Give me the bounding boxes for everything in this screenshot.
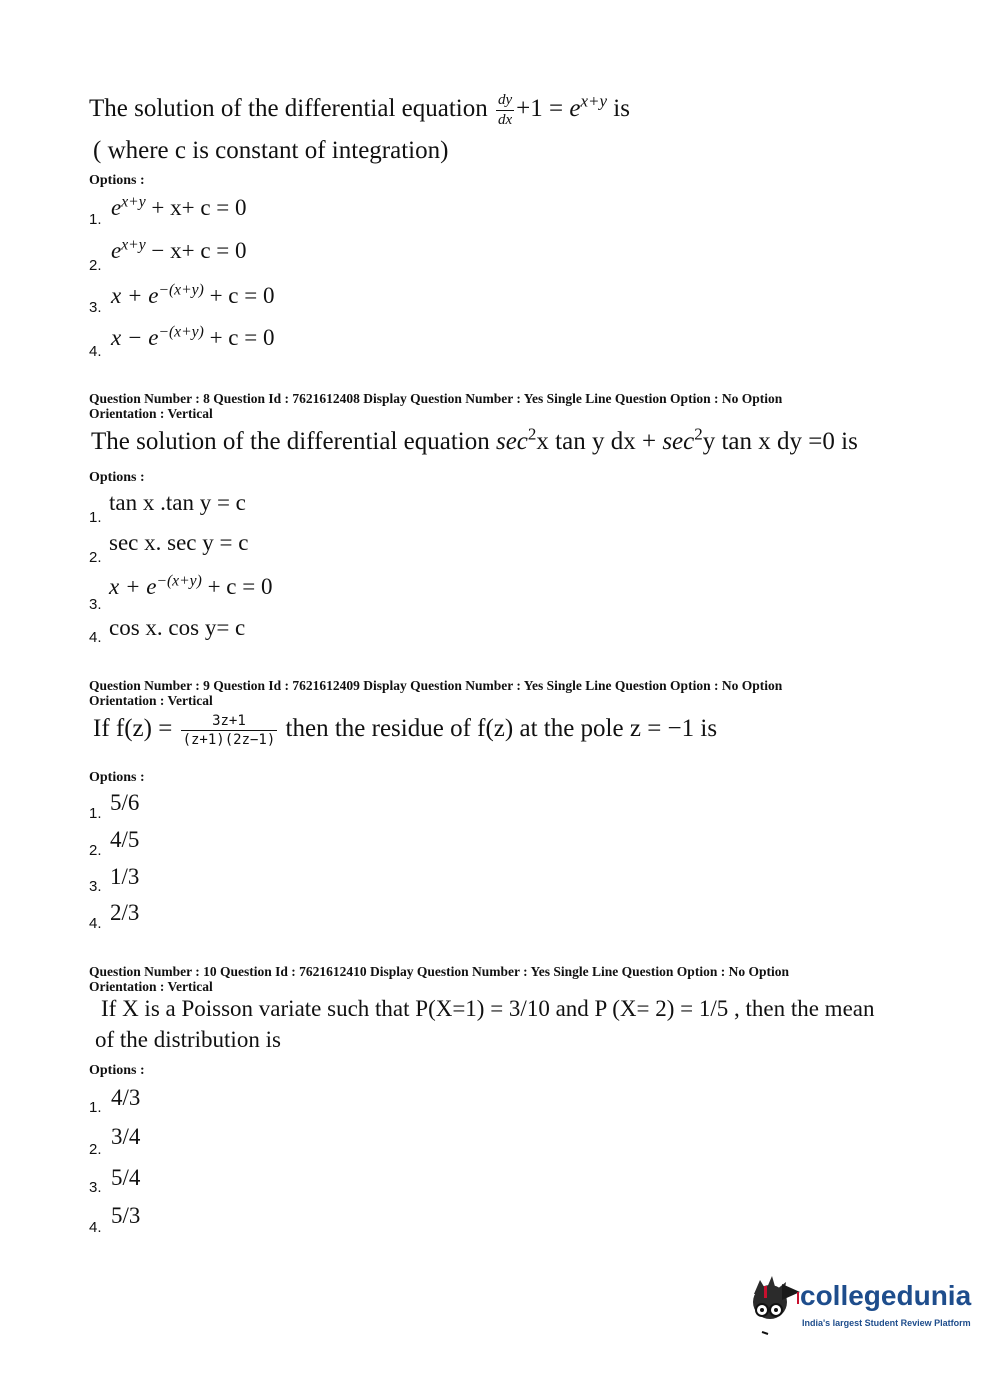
question-8-stem: The solution of the differential equation $\sec^2x$ tan y dx + $\sec^2y$ tan x dy =0 is — [91, 424, 858, 455]
option-number: 2. — [89, 549, 102, 566]
option-text: $x - e^{-(x+y)} + c = 0$ — [111, 323, 275, 350]
option-text: tan x .tan y = c — [109, 490, 246, 515]
logo-tagline: India's largest Student Review Platform — [802, 1318, 971, 1328]
question-meta-line1: Question Number : 10 Question Id : 7621612410 Display Question Number : Yes Single Line Question Option : No Option — [89, 964, 789, 979]
option-text: cos x. cos y= c — [109, 615, 246, 640]
question-9-stem-post: then the residue of f(z) at the pole z = −1 is — [285, 715, 718, 743]
option-text: 4/3 — [111, 1085, 141, 1110]
question-10-stem-line2: of the distribution is — [95, 1027, 281, 1052]
options-label: Options : — [89, 173, 145, 188]
question-meta-line1: Question Number : 8 Question Id : 7621612408 Display Question Number : Yes Single Line Question Option : No Option — [89, 391, 783, 406]
option-text: 4/5 — [110, 827, 140, 852]
question-meta — [89, 964, 789, 994]
option-number: 1. — [89, 1099, 102, 1116]
option-text: $x + e^{-(x+y)} + c = 0$ — [109, 572, 273, 599]
equation-middle: +1 = — [516, 95, 570, 123]
option-number: 4. — [89, 629, 102, 646]
option-text: $x + e^{-(x+y)} + c = 0$ — [111, 281, 275, 308]
option-text: 2/3 — [110, 900, 140, 925]
question-meta — [89, 391, 782, 421]
option-number: 3. — [89, 596, 102, 613]
option-number: 2. — [89, 1141, 102, 1158]
option-number: 4. — [89, 343, 102, 360]
option-text: $e^{x+y} - x+ c = 0$ — [111, 236, 247, 263]
function-fraction — [181, 714, 278, 747]
question-meta-line2: Orientation : Vertical — [89, 406, 213, 421]
question-7-stem-prefix: The solution of the differential equation — [89, 95, 488, 123]
question-meta — [89, 678, 782, 708]
option-text: 5/4 — [111, 1165, 141, 1190]
function-numerator: 3z+1 — [181, 714, 278, 731]
option-number: 1. — [89, 509, 102, 526]
equation-exponential: $e^{x+y}$ — [569, 91, 608, 123]
option-number: 2. — [89, 257, 102, 274]
question-7-stem — [89, 93, 630, 128]
question-9-stem — [93, 714, 717, 747]
option-text: 5/3 — [111, 1203, 141, 1228]
logo-wordmark: collegedunia — [800, 1280, 972, 1311]
question-meta-line2: Orientation : Vertical — [89, 979, 213, 994]
option-number: 2. — [89, 842, 102, 859]
question-meta-line1: Question Number : 9 Question Id : 7621612409 Display Question Number : Yes Single Line Question Option : No Option — [89, 678, 783, 693]
derivative-numerator: dy — [496, 93, 514, 111]
options-label: Options : — [89, 770, 145, 785]
option-number: 1. — [89, 805, 102, 822]
option-number: 3. — [89, 1179, 102, 1196]
option-text: 1/3 — [110, 864, 140, 889]
collegedunia-logo[interactable] — [742, 1270, 972, 1340]
options-label: Options : — [89, 1063, 145, 1078]
equation-tail: is — [613, 95, 630, 123]
function-denominator: (z+1)(2z−1) — [182, 732, 276, 748]
option-number: 4. — [89, 1219, 102, 1236]
question-7-stem-line2: ( where c is constant of integration) — [93, 137, 449, 164]
option-text: 3/4 — [111, 1124, 141, 1149]
options-label: Options : — [89, 470, 145, 485]
option-text: 5/6 — [110, 790, 140, 815]
option-number: 3. — [89, 878, 102, 895]
option-text: sec x. sec y = c — [109, 530, 249, 555]
mascot-icon — [742, 1270, 802, 1338]
option-number: 1. — [89, 211, 102, 228]
derivative-fraction — [496, 93, 514, 128]
option-text: $e^{x+y} + x+ c = 0$ — [111, 193, 247, 220]
question-meta-line2: Orientation : Vertical — [89, 693, 213, 708]
option-number: 3. — [89, 299, 102, 316]
derivative-denominator: dx — [497, 112, 513, 128]
option-number: 4. — [89, 915, 102, 932]
question-10-stem-line1: If X is a Poisson variate such that P(X=1) = 3/10 and P (X= 2) = 1/5 , then the mean — [101, 996, 875, 1021]
question-9-stem-pre: If f(z) = — [93, 715, 173, 743]
